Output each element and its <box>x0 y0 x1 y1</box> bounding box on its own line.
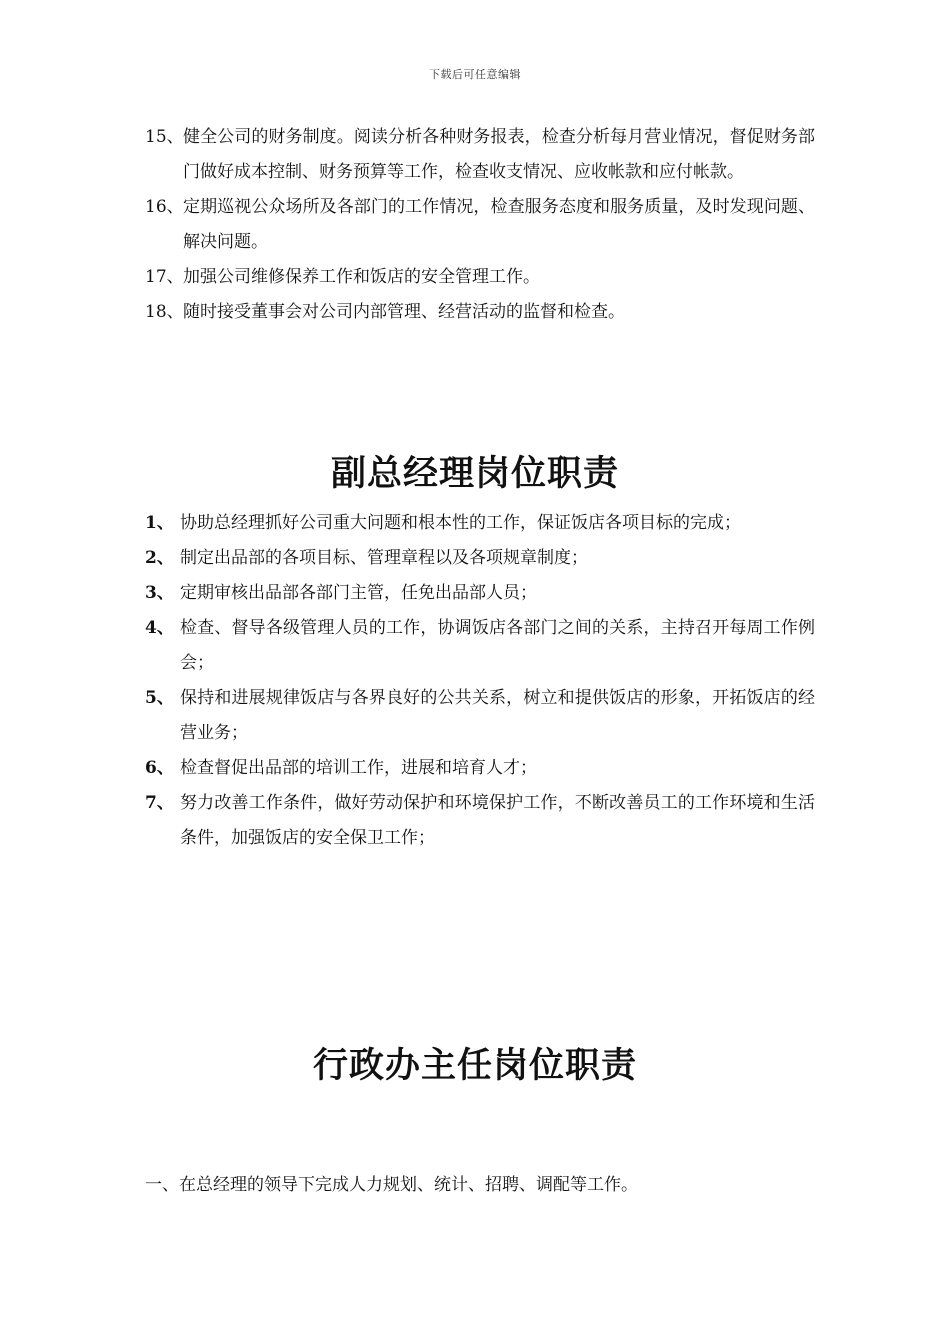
page-header-note: 下载后可任意编辑 <box>429 68 521 81</box>
list-item <box>145 681 815 751</box>
list-item-text: 定期审核出品部各部门主管，任免出品部人员； <box>180 583 537 603</box>
list-item <box>145 751 815 786</box>
list-item-text: 随时接受董事会对公司内部管理、经营活动的监督和检查。 <box>183 302 625 322</box>
list-item <box>145 295 815 330</box>
list-item-number: 3、 <box>145 583 174 603</box>
list-item-number: 2、 <box>145 548 174 568</box>
list-item <box>145 786 815 856</box>
list-item <box>145 190 815 260</box>
list-item-text: 定期巡视公众场所及各部门的工作情况，检查服务态度和服务质量，及时发现问题、解决问题。 <box>183 197 815 252</box>
list-item <box>145 576 815 611</box>
list-item-text: 检查督促出品部的培训工作，进展和培育人才； <box>180 758 537 778</box>
deputy-gm-duties-list <box>145 506 815 856</box>
list-item <box>145 541 815 576</box>
list-item-text: 协助总经理抓好公司重大问题和根本性的工作，保证饭店各项目标的完成； <box>180 513 741 533</box>
admin-director-heading: 行政办主任岗位职责 <box>312 1046 637 1086</box>
list-item-number: 16、 <box>145 197 184 217</box>
list-item-text: 加强公司维修保养工作和饭店的安全管理工作。 <box>183 267 540 287</box>
list-item-text: 保持和进展规律饭店与各界良好的公共关系，树立和提供饭店的形象，开拓饭店的经营业务； <box>180 688 815 743</box>
list-item <box>145 120 815 190</box>
list-item-number: 6、 <box>145 758 174 778</box>
admin-director-first-duty: 一、在总经理的领导下完成人力规划、统计、招聘、调配等工作。 <box>145 1175 638 1195</box>
list-item-number: 4、 <box>145 618 174 638</box>
list-item <box>145 260 815 295</box>
list-item <box>145 506 815 541</box>
list-item <box>145 611 815 681</box>
list-item-number: 15、 <box>145 127 184 147</box>
list-item-text: 检查、督导各级管理人员的工作，协调饭店各部门之间的关系，主持召开每周工作例会； <box>180 618 815 673</box>
list-item-number: 5、 <box>145 688 174 708</box>
list-item-number: 18、 <box>145 302 184 322</box>
deputy-gm-heading: 副总经理岗位职责 <box>330 454 619 494</box>
gm-duties-continued-list <box>145 120 815 330</box>
list-item-text: 制定出品部的各项目标、管理章程以及各项规章制度； <box>180 548 588 568</box>
list-item-number: 17、 <box>145 267 184 287</box>
list-item-text: 健全公司的财务制度。阅读分析各种财务报表，检查分析每月营业情况，督促财务部门做好成本控制、财务预算等工作，检查收支情况、应收帐款和应付帐款。 <box>183 127 815 182</box>
list-item-number: 7、 <box>145 793 174 813</box>
list-item-text: 努力改善工作条件，做好劳动保护和环境保护工作，不断改善员工的工作环境和生活条件，加强饭店的安全保卫工作； <box>180 793 815 848</box>
list-item-number: 1、 <box>145 513 174 533</box>
